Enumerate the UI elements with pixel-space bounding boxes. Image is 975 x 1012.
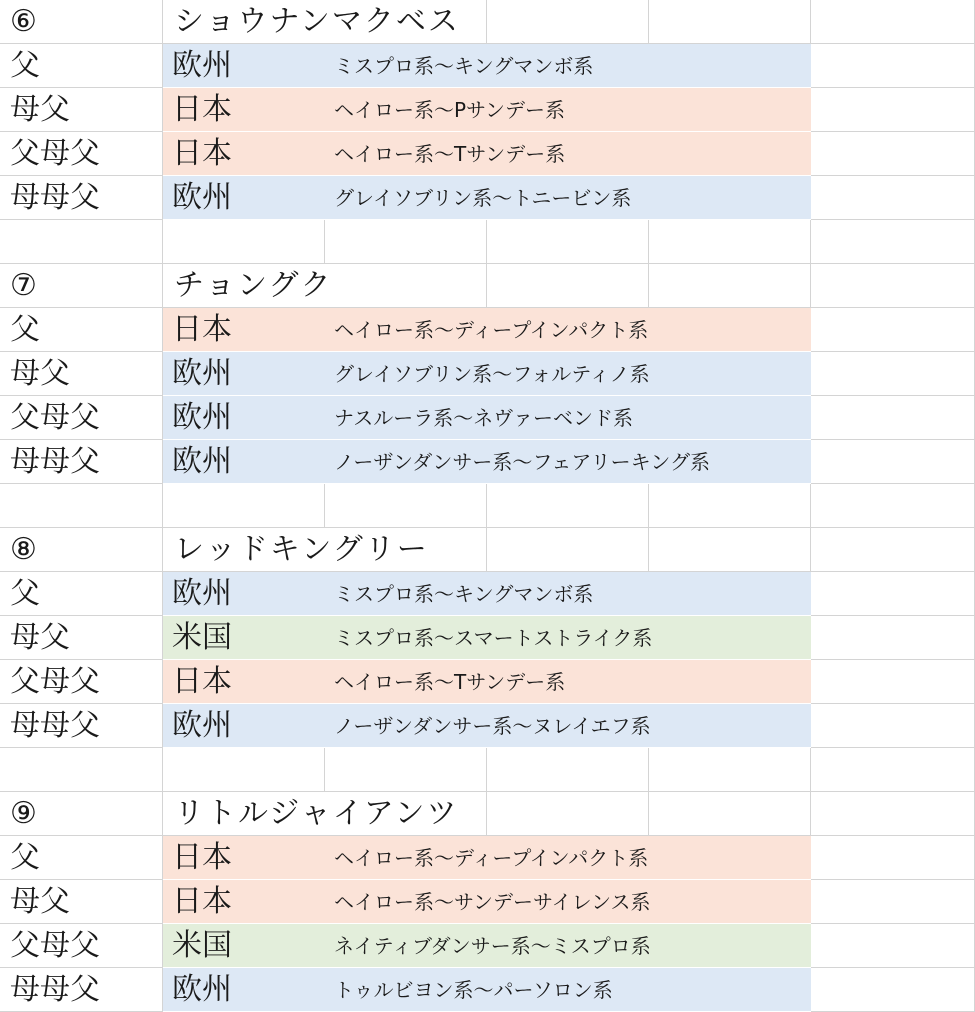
horse-name: リトルジャイアンツ xyxy=(174,796,459,831)
grid-cell[interactable] xyxy=(487,264,649,308)
pedigree-row xyxy=(0,44,975,88)
grid-cell[interactable] xyxy=(811,440,975,484)
sire-line: ナスルーラ系～ネヴァーベンド系 xyxy=(334,406,633,430)
sire-line: グレイソブリン系～フォルティノ系 xyxy=(334,362,650,386)
region-label: 欧州 xyxy=(172,444,232,479)
grid-cell[interactable] xyxy=(325,748,487,792)
region-label: 欧州 xyxy=(172,708,232,743)
spacer-row xyxy=(0,484,975,528)
grid-cell[interactable] xyxy=(811,220,975,264)
grid-cell[interactable] xyxy=(487,792,649,836)
grid-cell[interactable] xyxy=(811,748,975,792)
pedigree-role: 母母父 xyxy=(10,444,100,479)
sire-line: ノーザンダンサー系～フェアリーキング系 xyxy=(334,450,710,474)
grid-cell[interactable] xyxy=(811,792,975,836)
pedigree-role: 父母父 xyxy=(10,928,100,963)
grid-cell[interactable] xyxy=(163,220,325,264)
horse-header-row xyxy=(0,0,975,44)
grid-cell[interactable] xyxy=(325,484,487,528)
sire-line: ヘイロー系～Tサンデー系 xyxy=(334,670,566,694)
grid-cell[interactable] xyxy=(811,132,975,176)
pedigree-role: 父 xyxy=(10,840,40,875)
grid-cell[interactable] xyxy=(163,748,325,792)
pedigree-role: 母父 xyxy=(10,620,70,655)
grid-cell[interactable] xyxy=(811,176,975,220)
region-label: 日本 xyxy=(172,136,232,171)
region-label: 米国 xyxy=(172,620,232,655)
grid-cell[interactable] xyxy=(811,0,975,44)
grid-cell[interactable] xyxy=(163,484,325,528)
horse-name: レッドキングリー xyxy=(174,532,429,567)
sire-line: ミスプロ系～スマートストライク系 xyxy=(334,626,653,650)
pedigree-row xyxy=(0,308,975,352)
grid-cell[interactable] xyxy=(811,660,975,704)
horse-number: ⑧ xyxy=(10,532,37,567)
horse-name: ショウナンマクベス xyxy=(174,4,460,39)
pedigree-role: 母母父 xyxy=(10,972,100,1007)
sire-line: ヘイロー系～ディープインパクト系 xyxy=(334,846,649,870)
grid-cell[interactable] xyxy=(649,528,811,572)
pedigree-row xyxy=(0,704,975,748)
grid-cell[interactable] xyxy=(649,792,811,836)
region-label: 日本 xyxy=(172,884,232,919)
sire-line: ヘイロー系～Tサンデー系 xyxy=(334,142,566,166)
grid-cell[interactable] xyxy=(649,220,811,264)
region-label: 欧州 xyxy=(172,972,232,1007)
grid-cell[interactable] xyxy=(811,396,975,440)
grid-cell[interactable] xyxy=(811,836,975,880)
sire-line: ノーザンダンサー系～ヌレイエフ系 xyxy=(334,714,651,738)
horse-number: ⑥ xyxy=(10,4,37,39)
pedigree-row xyxy=(0,88,975,132)
pedigree-row xyxy=(0,132,975,176)
pedigree-role: 父母父 xyxy=(10,136,100,171)
grid-cell[interactable] xyxy=(325,220,487,264)
pedigree-row xyxy=(0,924,975,968)
grid-cell[interactable] xyxy=(0,748,163,792)
region-label: 欧州 xyxy=(172,576,232,611)
region-label: 日本 xyxy=(172,92,232,127)
spacer-row xyxy=(0,748,975,792)
sire-line: ヘイロー系～Pサンデー系 xyxy=(334,98,566,122)
pedigree-row xyxy=(0,572,975,616)
sire-line: トゥルビヨン系～パーソロン系 xyxy=(334,978,613,1002)
pedigree-row xyxy=(0,880,975,924)
region-label: 欧州 xyxy=(172,48,232,83)
pedigree-role: 母母父 xyxy=(10,180,100,215)
sire-line: ミスプロ系～キングマンボ系 xyxy=(334,582,594,606)
grid-cell[interactable] xyxy=(0,220,163,264)
region-label: 欧州 xyxy=(172,180,232,215)
grid-cell[interactable] xyxy=(649,748,811,792)
pedigree-row xyxy=(0,440,975,484)
sire-line: グレイソブリン系～トニービン系 xyxy=(334,186,632,210)
sire-line: ヘイロー系～ディープインパクト系 xyxy=(334,318,649,342)
grid-cell[interactable] xyxy=(811,352,975,396)
pedigree-row xyxy=(0,396,975,440)
pedigree-row xyxy=(0,616,975,660)
grid-cell[interactable] xyxy=(811,484,975,528)
sire-line: ヘイロー系～サンデーサイレンス系 xyxy=(334,890,651,914)
pedigree-role: 父母父 xyxy=(10,400,100,435)
grid-cell[interactable] xyxy=(811,264,975,308)
region-label: 欧州 xyxy=(172,400,232,435)
grid-cell[interactable] xyxy=(811,924,975,968)
grid-cell[interactable] xyxy=(649,0,811,44)
grid-cell[interactable] xyxy=(811,968,975,1012)
horse-header-row xyxy=(0,264,975,308)
grid-cell[interactable] xyxy=(811,308,975,352)
pedigree-role: 母父 xyxy=(10,92,70,127)
sire-line: ミスプロ系～キングマンボ系 xyxy=(334,54,594,78)
pedigree-role: 父 xyxy=(10,312,40,347)
grid-cell[interactable] xyxy=(811,704,975,748)
region-label: 欧州 xyxy=(172,356,232,391)
region-label: 米国 xyxy=(172,928,232,963)
grid-cell[interactable] xyxy=(487,748,649,792)
pedigree-row xyxy=(0,660,975,704)
sire-line: ネイティブダンサー系～ミスプロ系 xyxy=(334,934,651,958)
pedigree-role: 父 xyxy=(10,576,40,611)
pedigree-role: 父母父 xyxy=(10,664,100,699)
pedigree-row xyxy=(0,836,975,880)
grid-cell[interactable] xyxy=(487,528,649,572)
pedigree-role: 母父 xyxy=(10,356,70,391)
pedigree-row xyxy=(0,968,975,1012)
grid-cell[interactable] xyxy=(487,0,649,44)
horse-header-row xyxy=(0,792,975,836)
pedigree-row xyxy=(0,352,975,396)
pedigree-row xyxy=(0,176,975,220)
grid-cell[interactable] xyxy=(811,528,975,572)
pedigree-role: 父 xyxy=(10,48,40,83)
grid-cell[interactable] xyxy=(811,616,975,660)
grid-cell[interactable] xyxy=(811,88,975,132)
grid-cell[interactable] xyxy=(487,220,649,264)
region-label: 日本 xyxy=(172,840,232,875)
grid-cell[interactable] xyxy=(487,484,649,528)
grid-cell[interactable] xyxy=(0,484,163,528)
grid-cell[interactable] xyxy=(811,880,975,924)
region-label: 日本 xyxy=(172,664,232,699)
grid-cell[interactable] xyxy=(811,44,975,88)
grid-cell[interactable] xyxy=(811,572,975,616)
horse-number: ⑨ xyxy=(10,796,37,831)
horse-number: ⑦ xyxy=(10,268,37,303)
pedigree-role: 母母父 xyxy=(10,708,100,743)
grid-cell[interactable] xyxy=(649,484,811,528)
horse-name: チョングク xyxy=(174,268,333,303)
horse-header-row xyxy=(0,528,975,572)
region-label: 日本 xyxy=(172,312,232,347)
spacer-row xyxy=(0,220,975,264)
grid-cell[interactable] xyxy=(649,264,811,308)
pedigree-role: 母父 xyxy=(10,884,70,919)
